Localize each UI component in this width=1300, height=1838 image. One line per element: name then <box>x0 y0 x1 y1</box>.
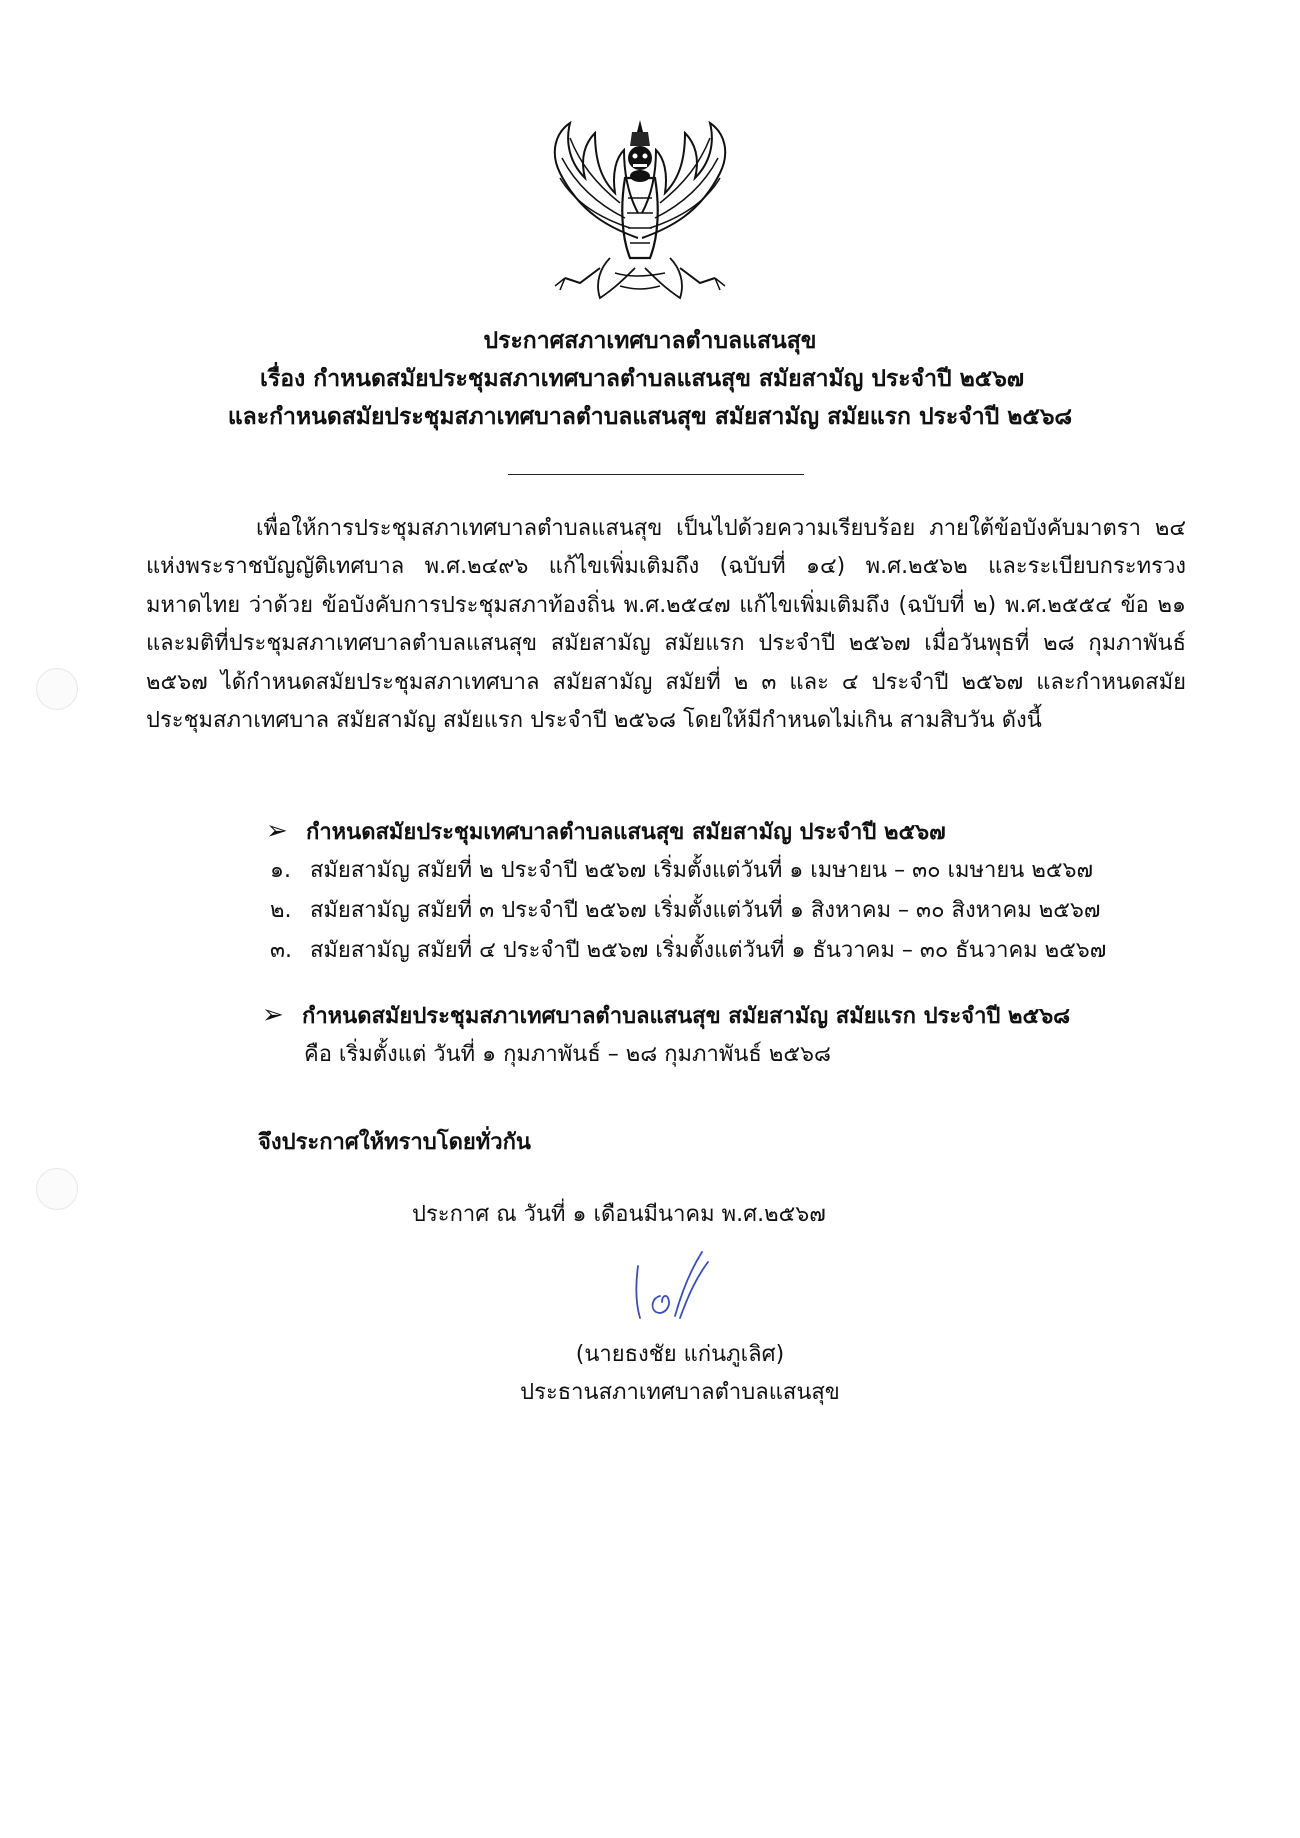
signature <box>620 1246 710 1336</box>
body-paragraph-text: เพื่อให้การประชุมสภาเทศบาลตำบลแสนสุข เป็นไปด้วยความเรียบร้อย ภายใต้ข้อบังคับมาตรา ๒๔ แห่งพระราชบัญญัติเทศบาล พ.ศ.๒๔๙๖ แก้ไขเพิ่มเติมถึง (ฉบับที่ ๑๔) พ.ศ.๒๕๖๒ และระเบียบกระทรวงมหาดไทย ว่าด้วย ข้อบังคับการประชุมสภาท้องถิ่น พ.ศ.๒๕๔๗ แก้ไขเพิ่มเติมถึง (ฉบับที่ ๒) พ.ศ.๒๕๕๔ ข้อ ๒๑ และมติที่ประชุมสภาเทศบาลตำบลแสนสุข สมัยสามัญ สมัยแรก ประจำปี ๒๕๖๗ เมื่อวันพุธที่ ๒๘ กุมภาพันธ์ ๒๕๖๗ ได้กำหนดสมัยประชุมสภาเทศบาล สมัยสามัญ สมัยที่ ๒ ๓ และ ๔ ประจำปี ๒๕๖๗ และกำหนดสมัยประชุมสภาเทศบาล สมัยสามัญ สมัยแรก ประจำปี ๒๕๖๘ โดยให้มีกำหนดไม่เกิน สามสิบวัน ดังนี้ <box>146 516 1187 734</box>
list-item <box>270 892 1100 930</box>
item-text: สมัยสามัญ สมัยที่ ๒ ประจำปี ๒๕๖๗ เริ่มตั้งแต่วันที่ ๑ เมษายน – ๓๐ เมษายน ๒๕๖๗ <box>310 858 1093 883</box>
item-number: ๑. <box>270 858 291 883</box>
arrow-bullet-icon: ➢ <box>266 816 288 846</box>
announce-line: จึงประกาศให้ทราบโดยทั่วกัน <box>258 1130 531 1155</box>
subject-line: เรื่อง กำหนดสมัยประชุมสภาเทศบาลตำบลแสนสุข สมัยสามัญ ประจำปี ๒๕๖๗ <box>260 366 1025 392</box>
arrow-bullet-icon: ➢ <box>262 1000 284 1030</box>
section-2567-heading <box>266 812 946 852</box>
section-heading-text: กำหนดสมัยประชุมเทศบาลตำบลแสนสุข สมัยสามัญ ประจำปี ๒๕๖๗ <box>306 820 946 845</box>
punch-hole-bottom <box>36 1168 78 1210</box>
item-number: ๒. <box>270 898 292 923</box>
item-text: สมัยสามัญ สมัยที่ ๓ ประจำปี ๒๕๖๗ เริ่มตั้งแต่วันที่ ๑ สิงหาคม – ๓๐ สิงหาคม ๒๕๖๗ <box>310 898 1101 923</box>
section-heading-text: กำหนดสมัยประชุมสภาเทศบาลตำบลแสนสุข สมัยสามัญ สมัยแรก ประจำปี ๒๕๖๘ <box>302 1004 1071 1029</box>
header-divider <box>508 474 804 475</box>
body-paragraph <box>146 510 1186 740</box>
punch-hole-top <box>36 668 78 710</box>
announcement-date: ประกาศ ณ วันที่ ๑ เดือนมีนาคม พ.ศ.๒๕๖๗ <box>412 1202 826 1227</box>
item-number: ๓. <box>270 938 293 963</box>
section-2568-detail: คือ เริ่มตั้งแต่ วันที่ ๑ กุมภาพันธ์ – ๒๘ กุมภาพันธ์ ๒๕๖๘ <box>304 1042 831 1067</box>
signer-name: (นายธงชัย แก่นภูเลิศ) <box>575 1342 785 1367</box>
subject-line-2: และกำหนดสมัยประชุมสภาเทศบาลตำบลแสนสุข สมัยสามัญ สมัยแรก ประจำปี ๒๕๖๘ <box>227 404 1073 430</box>
item-text: สมัยสามัญ สมัยที่ ๔ ประจำปี ๒๕๖๗ เริ่มตั้งแต่วันที่ ๑ ธันวาคม – ๓๐ ธันวาคม ๒๕๖๗ <box>310 938 1107 963</box>
garuda-emblem-icon <box>540 118 740 306</box>
signer-title: ประธานสภาเทศบาลตำบลแสนสุข <box>520 1380 840 1405</box>
announcement-title: ประกาศสภาเทศบาลตำบลแสนสุข <box>483 328 817 354</box>
list-item <box>270 932 1106 970</box>
section-2568-heading <box>262 996 1070 1036</box>
list-item <box>270 852 1093 890</box>
